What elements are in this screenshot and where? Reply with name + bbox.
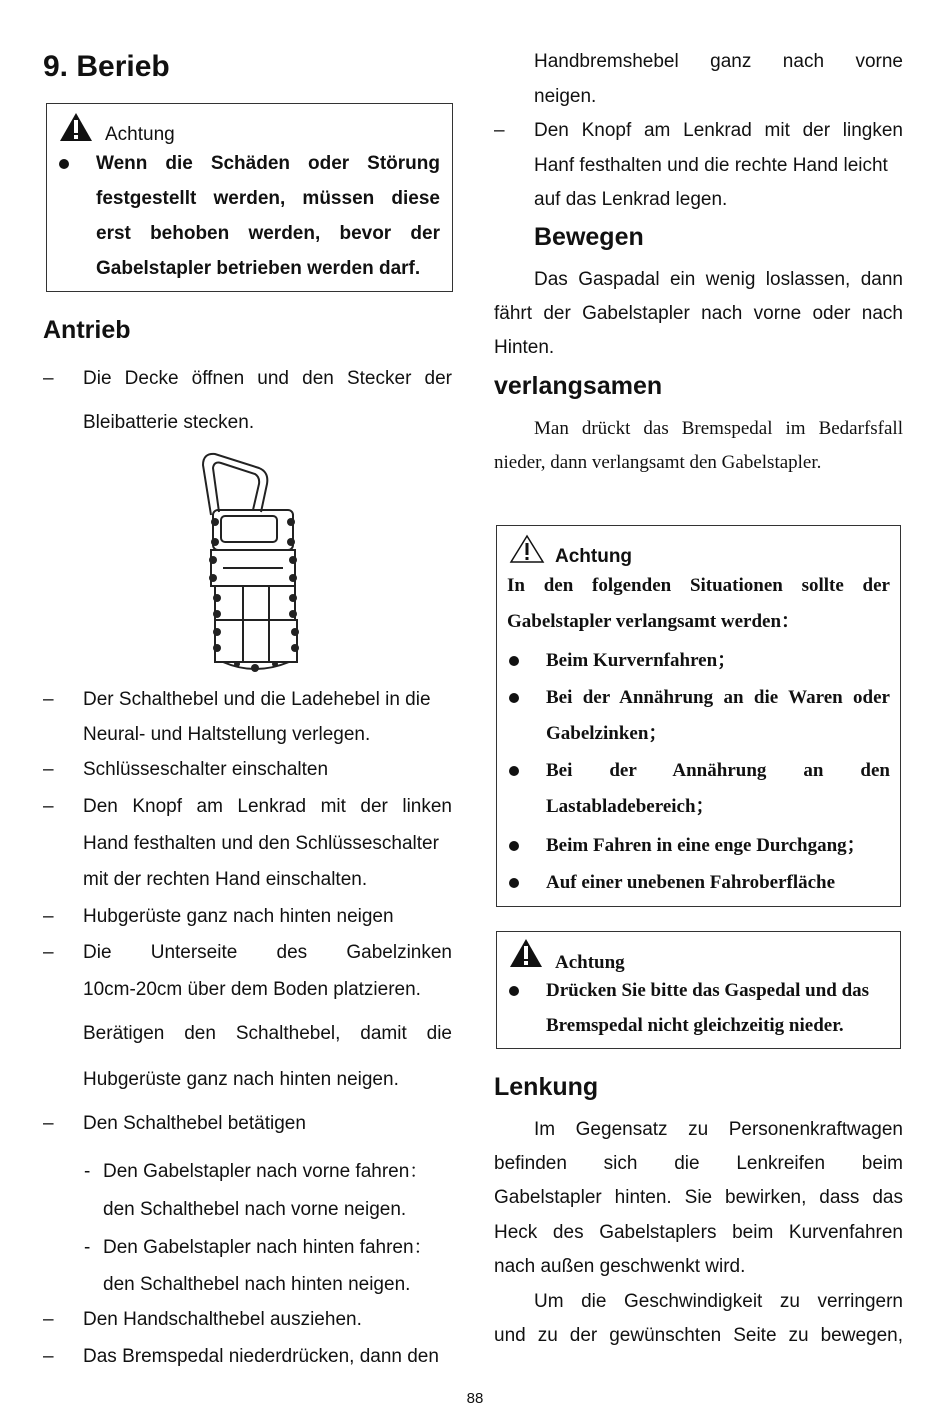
warning-line: Gabelstapler betrieben werden darf. (96, 258, 421, 279)
warning-triangle-icon (509, 938, 543, 968)
warning-item: Lastabladebereich； (546, 796, 715, 817)
step-text: Schlüsseschalter einschalten (83, 759, 329, 780)
warning-box-1 (46, 103, 453, 292)
dash-marker: – (43, 1346, 54, 1367)
warning-title: Achtung (555, 952, 625, 973)
paragraph-line: Man drückt das Bremspedal im Bedarfsfall (534, 418, 903, 439)
step-text: Den Knopf am Lenkrad mit der linken (83, 796, 452, 817)
warning-line: festgestellt werden, müssen diese (96, 188, 440, 209)
bullet-icon (509, 841, 519, 851)
substep-text: den Schalthebel nach hinten neigen. (103, 1274, 411, 1295)
battery-illustration (193, 450, 318, 682)
step-text: Hanf festhalten und die rechte Hand leicht (534, 155, 888, 176)
bullet-icon (509, 693, 519, 703)
section-heading-antrieb: Antrieb (43, 316, 131, 344)
warning-item: Beim Kurvernfahren； (546, 650, 737, 671)
warning-triangle-icon (59, 112, 93, 142)
warning-item: Bei der Annährung an die Waren oder (546, 687, 890, 708)
step-text: Die Unterseite des Gabelzinken (83, 942, 452, 963)
substep-text: Den Gabelstapler nach hinten fahren： (103, 1237, 433, 1258)
warning-item: Auf einer unebenen Fahroberfläche (546, 872, 836, 893)
warning-item: Gabelzinken； (546, 723, 668, 744)
step-text: Bleibatterie stecken. (83, 412, 255, 433)
paragraph-line: und zu der gewünschten Seite zu bewegen, (494, 1325, 903, 1346)
paragraph-line: Um die Geschwindigkeit zu verringern (534, 1291, 903, 1312)
step-text: Den Handschalthebel ausziehen. (83, 1309, 362, 1330)
step-text: Hand festhalten und den Schlüsseschalter (83, 833, 439, 854)
warning-line: Bremspedal nicht gleichzeitig nieder. (546, 1015, 844, 1036)
step-text: Hubgerüste ganz nach hinten neigen. (83, 1069, 399, 1090)
page-number: 88 (466, 1390, 484, 1407)
warning-line: In den folgenden Situationen sollte der (507, 575, 890, 596)
warning-box-3 (496, 931, 901, 1049)
paragraph-line: Hinten. (494, 337, 555, 358)
paragraph-line: Das Gaspadal ein wenig loslassen, dann (534, 269, 903, 290)
sub-dash-marker: - (84, 1237, 91, 1258)
step-text: Der Schalthebel und die Ladehebel in die (83, 689, 431, 710)
step-text: Neural- und Haltstellung verlegen. (83, 724, 371, 745)
warning-item: Beim Fahren in eine enge Durchgang； (546, 835, 866, 856)
dash-marker: – (43, 796, 54, 817)
paragraph-line: Gabelstapler hinten. Sie bewirken, dass das (494, 1187, 903, 1208)
step-text: Den Schalthebel betätigen (83, 1113, 306, 1134)
step-text: Hubgerüste ganz nach hinten neigen (83, 906, 394, 927)
dash-marker: – (43, 759, 54, 780)
step-text: Berätigen den Schalthebel, damit die (83, 1023, 452, 1044)
warning-title: Achtung (105, 124, 175, 145)
warning-title: Achtung (555, 546, 633, 567)
paragraph-line: fährt der Gabelstapler nach vorne oder nach (494, 303, 903, 324)
warning-line: erst behoben werden, bevor der (96, 223, 440, 244)
substep-text: Den Gabelstapler nach vorne fahren： (103, 1161, 429, 1182)
step-text: auf das Lenkrad legen. (534, 189, 728, 210)
section-heading-lenkung: Lenkung (494, 1073, 599, 1101)
warning-line: Wenn die Schäden oder Störung (96, 153, 440, 174)
step-text: mit der rechten Hand einschalten. (83, 869, 368, 890)
dash-marker: – (43, 942, 54, 963)
bullet-icon (509, 766, 519, 776)
bullet-icon (509, 878, 519, 888)
step-text: Handbremshebel ganz nach vorne (534, 51, 903, 72)
bullet-icon (509, 656, 519, 666)
bullet-icon (59, 159, 69, 169)
warning-box-2 (496, 525, 901, 907)
paragraph-line: befinden sich die Lenkreifen beim (494, 1153, 903, 1174)
step-text: Das Bremspedal niederdrücken, dann den (83, 1346, 439, 1367)
warning-line: Gabelstapler verlangsamt werden： (507, 611, 801, 632)
step-text: 10cm-20cm über dem Boden platzieren. (83, 979, 421, 1000)
substep-text: den Schalthebel nach vorne neigen. (103, 1199, 407, 1220)
dash-marker: – (43, 906, 54, 927)
step-text: neigen. (534, 86, 597, 107)
warning-line: Drücken Sie bitte das Gaspedal und das (546, 980, 870, 1001)
section-heading-verlangsamen: verlangsamen (494, 372, 663, 400)
page-title: 9. Berieb (43, 50, 170, 83)
warning-triangle-outline-icon (509, 534, 545, 564)
step-text: Die Decke öffnen und den Stecker der (83, 368, 452, 389)
dash-marker: – (43, 368, 54, 389)
paragraph-line: Heck des Gabelstaplers beim Kurvenfahren (494, 1222, 903, 1243)
paragraph-line: Im Gegensatz zu Personenkraftwagen (534, 1119, 903, 1140)
dash-marker: – (43, 689, 54, 710)
dash-marker: – (494, 120, 505, 141)
sub-dash-marker: - (84, 1161, 91, 1182)
dash-marker: – (43, 1113, 54, 1134)
section-heading-bewegen: Bewegen (534, 223, 644, 251)
paragraph-line: nieder, dann verlangsamt den Gabelstapler. (494, 452, 822, 473)
warning-item: Bei der Annährung an den (546, 760, 890, 781)
step-text: Den Knopf am Lenkrad mit der lingken (534, 120, 903, 141)
paragraph-line: nach außen geschwenkt wird. (494, 1256, 746, 1277)
dash-marker: – (43, 1309, 54, 1330)
bullet-icon (509, 986, 519, 996)
